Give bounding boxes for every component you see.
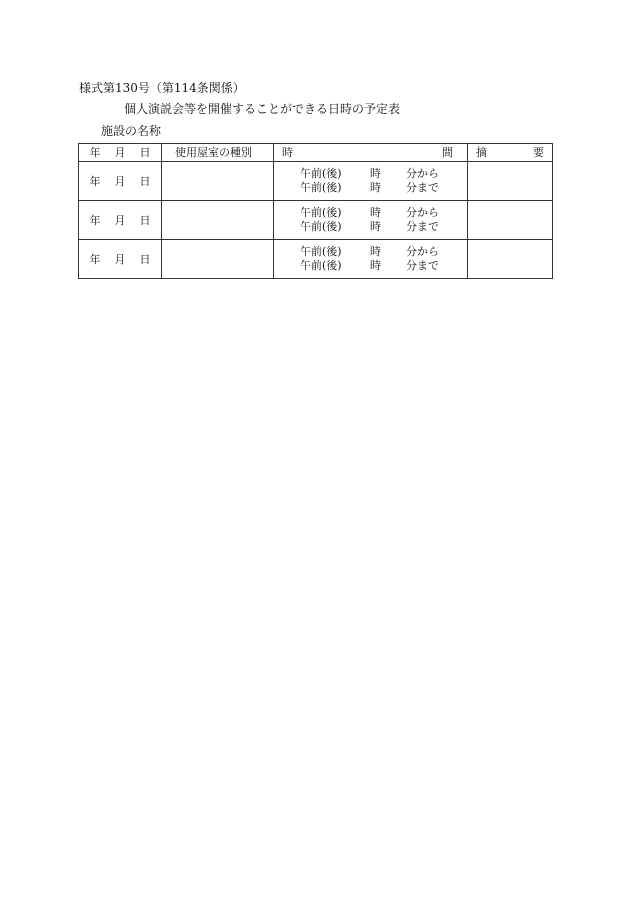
- ampm-label: 午前(後): [300, 259, 342, 272]
- table-header-row: [79, 144, 553, 162]
- ampm-label: 午前(後): [300, 206, 342, 219]
- minute-to-label: 分まで: [406, 181, 439, 194]
- remarks-cell[interactable]: [468, 201, 553, 240]
- header-month: 月: [114, 146, 126, 159]
- month-label: 月: [114, 253, 126, 266]
- time-to-line: [274, 259, 467, 273]
- hour-label: 時: [370, 220, 381, 233]
- year-label: 年: [89, 214, 101, 227]
- header-time-left: 時: [282, 146, 293, 159]
- date-cell[interactable]: [79, 162, 162, 201]
- minute-to-label: 分まで: [406, 220, 439, 233]
- year-label: 年: [89, 253, 101, 266]
- header-day: 日: [139, 146, 151, 159]
- hour-label: 時: [370, 245, 381, 258]
- month-label: 月: [114, 175, 126, 188]
- room-type-cell[interactable]: [162, 162, 274, 201]
- month-label: 月: [114, 214, 126, 227]
- header-remarks-right: 要: [533, 146, 544, 159]
- date-cell[interactable]: [79, 240, 162, 279]
- year-label: 年: [89, 175, 101, 188]
- time-cell[interactable]: [274, 240, 468, 279]
- ampm-label: 午前(後): [300, 220, 342, 233]
- document-title: 個人演説会等を開催することができる日時の予定表: [124, 102, 401, 116]
- table-row: [79, 162, 553, 201]
- hour-label: 時: [370, 181, 381, 194]
- time-cell[interactable]: [274, 201, 468, 240]
- minute-from-label: 分から: [406, 167, 439, 180]
- minute-from-label: 分から: [406, 206, 439, 219]
- remarks-cell[interactable]: [468, 240, 553, 279]
- time-to-line: [274, 220, 467, 234]
- room-type-cell[interactable]: [162, 201, 274, 240]
- day-label: 日: [139, 175, 151, 188]
- time-from-line: [274, 245, 467, 259]
- header-year: 年: [89, 146, 101, 159]
- day-label: 日: [139, 214, 151, 227]
- remarks-cell[interactable]: [468, 162, 553, 201]
- header-remarks: [468, 144, 553, 162]
- time-to-line: [274, 181, 467, 195]
- day-label: 日: [139, 253, 151, 266]
- minute-from-label: 分から: [406, 245, 439, 258]
- ampm-label: 午前(後): [300, 245, 342, 258]
- header-time: [274, 144, 468, 162]
- time-from-line: [274, 167, 467, 181]
- header-time-right: 間: [442, 146, 453, 159]
- form-number: 様式第130号（第114条関係）: [79, 81, 245, 95]
- facility-name-label: 施設の名称: [101, 124, 162, 138]
- schedule-table: [78, 143, 553, 279]
- ampm-label: 午前(後): [300, 181, 342, 194]
- ampm-label: 午前(後): [300, 167, 342, 180]
- time-from-line: [274, 206, 467, 220]
- hour-label: 時: [370, 167, 381, 180]
- header-remarks-left: 摘: [476, 146, 487, 159]
- table-row: [79, 240, 553, 279]
- minute-to-label: 分まで: [406, 259, 439, 272]
- room-type-cell[interactable]: [162, 240, 274, 279]
- hour-label: 時: [370, 206, 381, 219]
- date-cell[interactable]: [79, 201, 162, 240]
- time-cell[interactable]: [274, 162, 468, 201]
- header-date: [79, 144, 162, 162]
- header-room-type: 使用屋室の種別: [162, 144, 274, 162]
- hour-label: 時: [370, 259, 381, 272]
- table-row: [79, 201, 553, 240]
